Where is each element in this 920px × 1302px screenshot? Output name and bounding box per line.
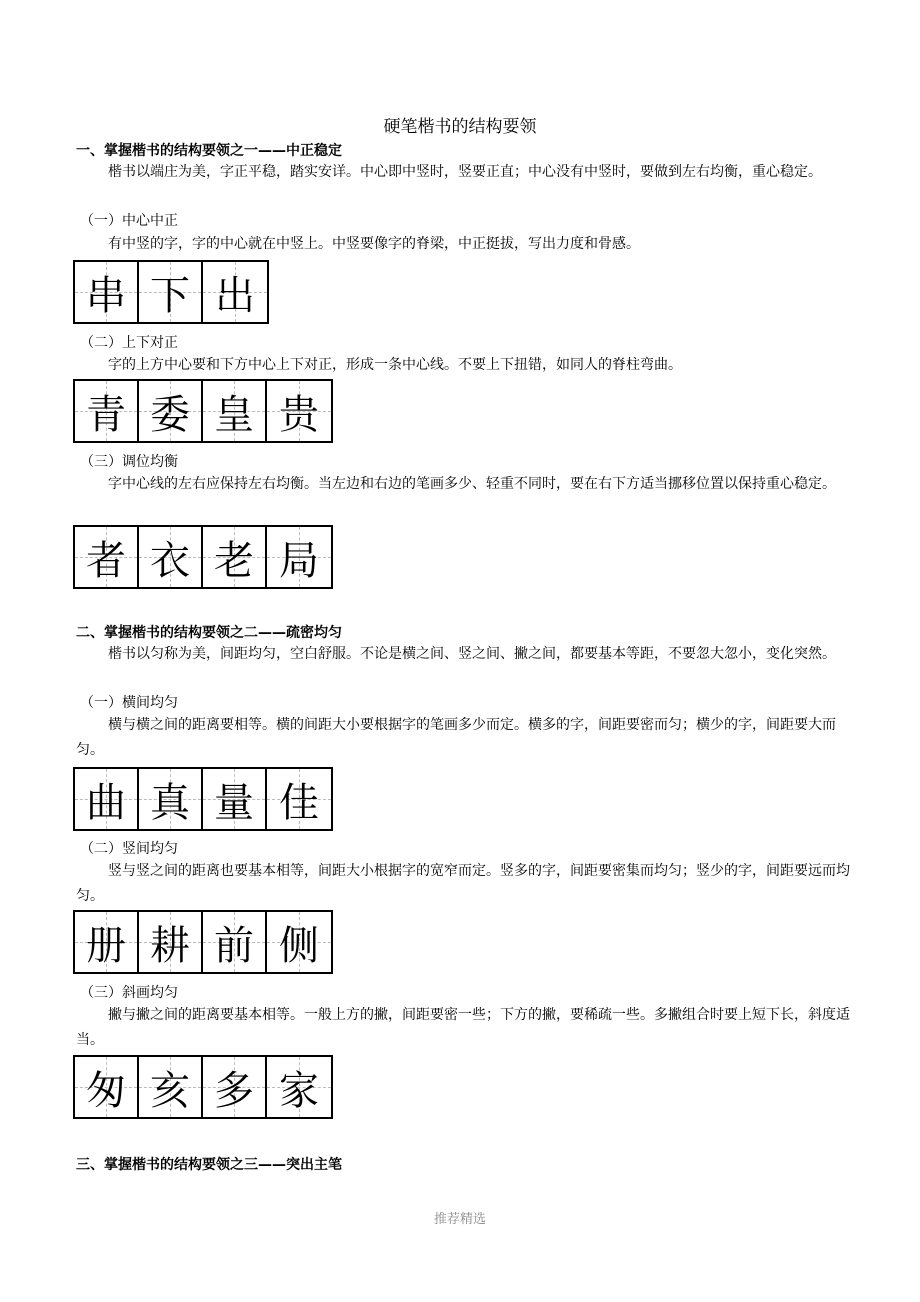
char-grid-4: [73, 767, 333, 831]
section2-sub3-heading: （三）斜画均匀: [80, 985, 178, 1001]
char-glyph: 量: [214, 779, 254, 826]
page-footer: 推荐精选: [433, 1212, 486, 1227]
char-cell: [75, 262, 139, 322]
char-cell: [139, 912, 203, 972]
char-glyph: 匆: [86, 1067, 126, 1114]
char-glyph: 下: [150, 272, 190, 319]
char-cell: [139, 1057, 203, 1117]
section1-sub3-text: 字中心线的左右应保持左右均衡。当左边和右边的笔画多少、轻重不同时，要在右下方适当挪移位置以保持重心稳定。: [108, 476, 836, 492]
char-cell: [203, 527, 267, 587]
char-cell: [267, 912, 331, 972]
char-glyph: 委: [150, 391, 190, 438]
page-title: 硬笔楷书的结构要领: [383, 117, 537, 137]
char-glyph: 曲: [86, 779, 126, 826]
char-cell: [139, 262, 203, 322]
section2-sub2-heading: （二）竖间均匀: [80, 841, 178, 857]
char-cell: [203, 912, 267, 972]
char-cell: [267, 527, 331, 587]
char-cell: [267, 1057, 331, 1117]
section2-sub1-text: 横与横之间的距离要相等。横的间距大小要根据字的笔画多少而定。横多的字，间距要密而匀；横少的字，间距要大而匀。: [76, 717, 836, 758]
char-cell: [139, 527, 203, 587]
char-glyph: 贵: [279, 391, 319, 438]
char-cell: [75, 912, 139, 972]
section1-sub1-text: 有中竖的字，字的中心就在中竖上。中竖要像字的脊梁，中正挺拔，写出力度和骨感。: [108, 236, 640, 252]
section1-sub2-text: 字的上方中心要和下方中心上下对正，形成一条中心线。不要上下扭错，如同人的脊柱弯曲。: [108, 357, 682, 373]
char-glyph: 前: [214, 922, 254, 969]
char-glyph: 老: [214, 537, 254, 584]
char-cell: [267, 769, 331, 829]
char-glyph: 真: [150, 779, 190, 826]
char-cell: [75, 1057, 139, 1117]
char-grid-6: [73, 1055, 333, 1119]
char-cell: [75, 527, 139, 587]
section2-sub3-text: 撇与撇之间的距离要基本相等。一般上方的撇，间距要密一些；下方的撇，要稀疏一些。多撇组合时要上短下长，斜度适当。: [76, 1007, 850, 1048]
section2-intro: 楷书以匀称为美，间距均匀，空白舒服。不论是横之间、竖之间、撇之间，都要基本等距，不要忽大忽小，变化突然。: [108, 646, 836, 662]
section2-sub1-heading: （一）横间均匀: [80, 695, 178, 711]
char-glyph: 衣: [150, 537, 190, 584]
section1-intro: 楷书以端庄为美，字正平稳，踏实安详。中心即中竖时，竖要正直；中心没有中竖时，要做到左右均衡，重心稳定。: [108, 164, 822, 180]
char-glyph: 串: [86, 272, 126, 319]
char-grid-2: [73, 379, 333, 443]
char-cell: [203, 1057, 267, 1117]
char-glyph: 耕: [150, 922, 190, 969]
char-cell: [203, 262, 267, 322]
char-glyph: 家: [279, 1067, 319, 1114]
char-cell: [75, 381, 139, 441]
char-glyph: 出: [215, 272, 255, 319]
char-cell: [267, 381, 331, 441]
char-glyph: 多: [214, 1067, 254, 1114]
char-cell: [75, 769, 139, 829]
section3-heading: 三、掌握楷书的结构要领之三——突出主笔: [76, 1157, 342, 1173]
char-cell: [203, 381, 267, 441]
section1-heading: 一、掌握楷书的结构要领之一——中正稳定: [76, 143, 342, 159]
char-grid-1: [73, 260, 269, 324]
char-glyph: 局: [279, 537, 319, 584]
char-cell: [139, 769, 203, 829]
section2-sub2-text: 竖与竖之间的距离也要基本相等，间距大小根据字的宽窄而定。竖多的字，间距要密集而均匀；竖少的字，间距要远而均匀。: [76, 863, 850, 904]
char-glyph: 侧: [279, 922, 319, 969]
section2-heading: 二、掌握楷书的结构要领之二——疏密均匀: [76, 625, 342, 641]
char-cell: [139, 381, 203, 441]
char-grid-3: [73, 525, 333, 589]
section1-sub1-heading: （一）中心中正: [80, 213, 178, 229]
char-glyph: 佳: [279, 779, 319, 826]
char-glyph: 皇: [214, 391, 254, 438]
char-grid-5: [73, 910, 333, 974]
char-glyph: 者: [86, 537, 126, 584]
section1-sub3-heading: （三）调位均衡: [80, 454, 178, 470]
char-glyph: 青: [86, 391, 126, 438]
section1-sub2-heading: （二）上下对正: [80, 335, 178, 351]
char-glyph: 册: [86, 922, 126, 969]
char-cell: [203, 769, 267, 829]
char-glyph: 亥: [150, 1067, 190, 1114]
